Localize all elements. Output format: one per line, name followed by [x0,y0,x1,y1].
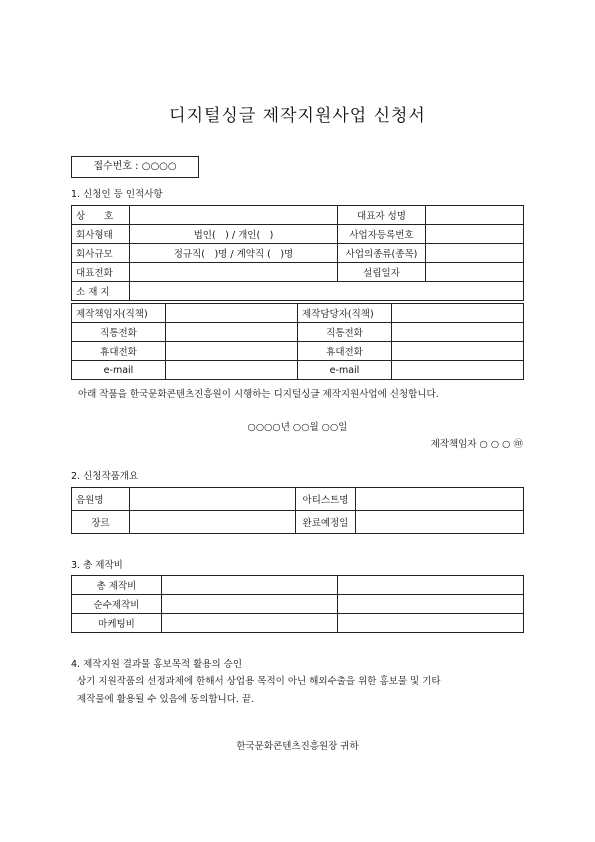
manager-email-field[interactable] [392,361,524,380]
date-line: ○○○○년 ○○월 ○○일 [247,422,348,433]
table-row [72,614,524,633]
genre-label: 장르 [72,511,130,534]
producer-mobile-field[interactable] [166,342,298,361]
producer-direct-phone-label: 직통전화 [72,323,166,342]
table-row [72,225,524,244]
table-row [72,511,524,534]
business-type-label: 사업의종류(종목) [338,244,426,263]
net-cost-field[interactable] [162,595,338,614]
album-label: 음원명 [72,488,130,511]
album-field[interactable] [130,488,296,511]
company-name-field[interactable] [130,206,338,225]
representative-field[interactable] [426,206,524,225]
table-row [72,244,524,263]
marketing-cost-field[interactable] [162,614,338,633]
completion-date-field[interactable] [356,511,524,534]
applicant-info-table [71,205,524,301]
manager-mobile-label: 휴대전화 [298,342,392,361]
business-reg-label: 사업자등록번호 [338,225,426,244]
signature-line: 제작책임자 ○ ○ ○ ㊞ [430,439,523,450]
address-field[interactable] [130,282,524,301]
addressee: 한국문화콘텐츠진흥원장 귀하 [236,741,359,752]
document-title: 디지털싱글 제작지원사업 신청서 [169,106,426,126]
net-cost-label: 순수제작비 [72,595,162,614]
manager-email-label: e-mail [298,361,392,380]
artist-field[interactable] [356,488,524,511]
table-row [72,206,524,225]
table-row [72,304,524,323]
table-row [72,342,524,361]
table-row [72,323,524,342]
table-row [72,595,524,614]
total-cost-field[interactable] [162,576,338,595]
business-reg-field[interactable] [426,225,524,244]
marketing-cost-note-field[interactable] [338,614,524,633]
producer-field[interactable] [166,304,298,323]
application-statement: 아래 작품을 한국문화콘텐츠진흥원이 시행하는 디지털싱글 제작지원사업에 신청합니다. [78,389,439,400]
table-row [72,576,524,595]
section4-body-line1: 상기 지원작품의 선정과제에 한해서 상업용 목적이 아닌 해외수출을 위한 홍보물 및 기타 [77,676,441,687]
artist-label: 아티스트명 [296,488,356,511]
production-cost-table [71,575,524,633]
company-type-field[interactable]: 법인( ) / 개인( ) [130,225,338,244]
representative-label: 대표자 성명 [338,206,426,225]
table-row [72,282,524,301]
producer-label: 제작책임자(직책) [72,304,166,323]
producer-email-field[interactable] [166,361,298,380]
section4-body-line2: 제작물에 활용될 수 있음에 동의합니다. 끝. [77,694,255,705]
producer-direct-phone-field[interactable] [166,323,298,342]
manager-mobile-field[interactable] [392,342,524,361]
table-row [72,361,524,380]
table-row [72,263,524,282]
company-size-field[interactable]: 정규직( )명 / 계약직 ( )명 [130,244,338,263]
producer-mobile-label: 휴대전화 [72,342,166,361]
contact-info-table [71,303,524,380]
section1-heading: 1. 신청인 등 인적사항 [71,189,163,200]
founding-date-label: 설립일자 [338,263,426,282]
marketing-cost-label: 마케팅비 [72,614,162,633]
completion-date-label: 완료예정일 [296,511,356,534]
total-cost-label: 총 제작비 [72,576,162,595]
section2-heading: 2. 신청작품개요 [71,471,139,482]
manager-direct-phone-label: 직통전화 [298,323,392,342]
rep-phone-field[interactable] [130,263,338,282]
work-overview-table [71,487,524,534]
manager-label: 제작담당자(직책) [298,304,392,323]
receipt-number-box: 접수번호 : ○○○○ [71,156,199,178]
section3-heading: 3. 총 제작비 [71,560,123,571]
founding-date-field[interactable] [426,263,524,282]
company-size-label: 회사규모 [72,244,130,263]
rep-phone-label: 대표전화 [72,263,130,282]
manager-direct-phone-field[interactable] [392,323,524,342]
company-name-label: 상 호 [72,206,130,225]
company-type-label: 회사형태 [72,225,130,244]
manager-field[interactable] [392,304,524,323]
table-row [72,488,524,511]
section4-heading: 4. 제작지원 결과물 홍보목적 활용의 승인 [71,659,242,670]
net-cost-note-field[interactable] [338,595,524,614]
genre-field[interactable] [130,511,296,534]
total-cost-note-field[interactable] [338,576,524,595]
producer-email-label: e-mail [72,361,166,380]
address-label: 소 재 지 [72,282,130,301]
business-type-field[interactable] [426,244,524,263]
